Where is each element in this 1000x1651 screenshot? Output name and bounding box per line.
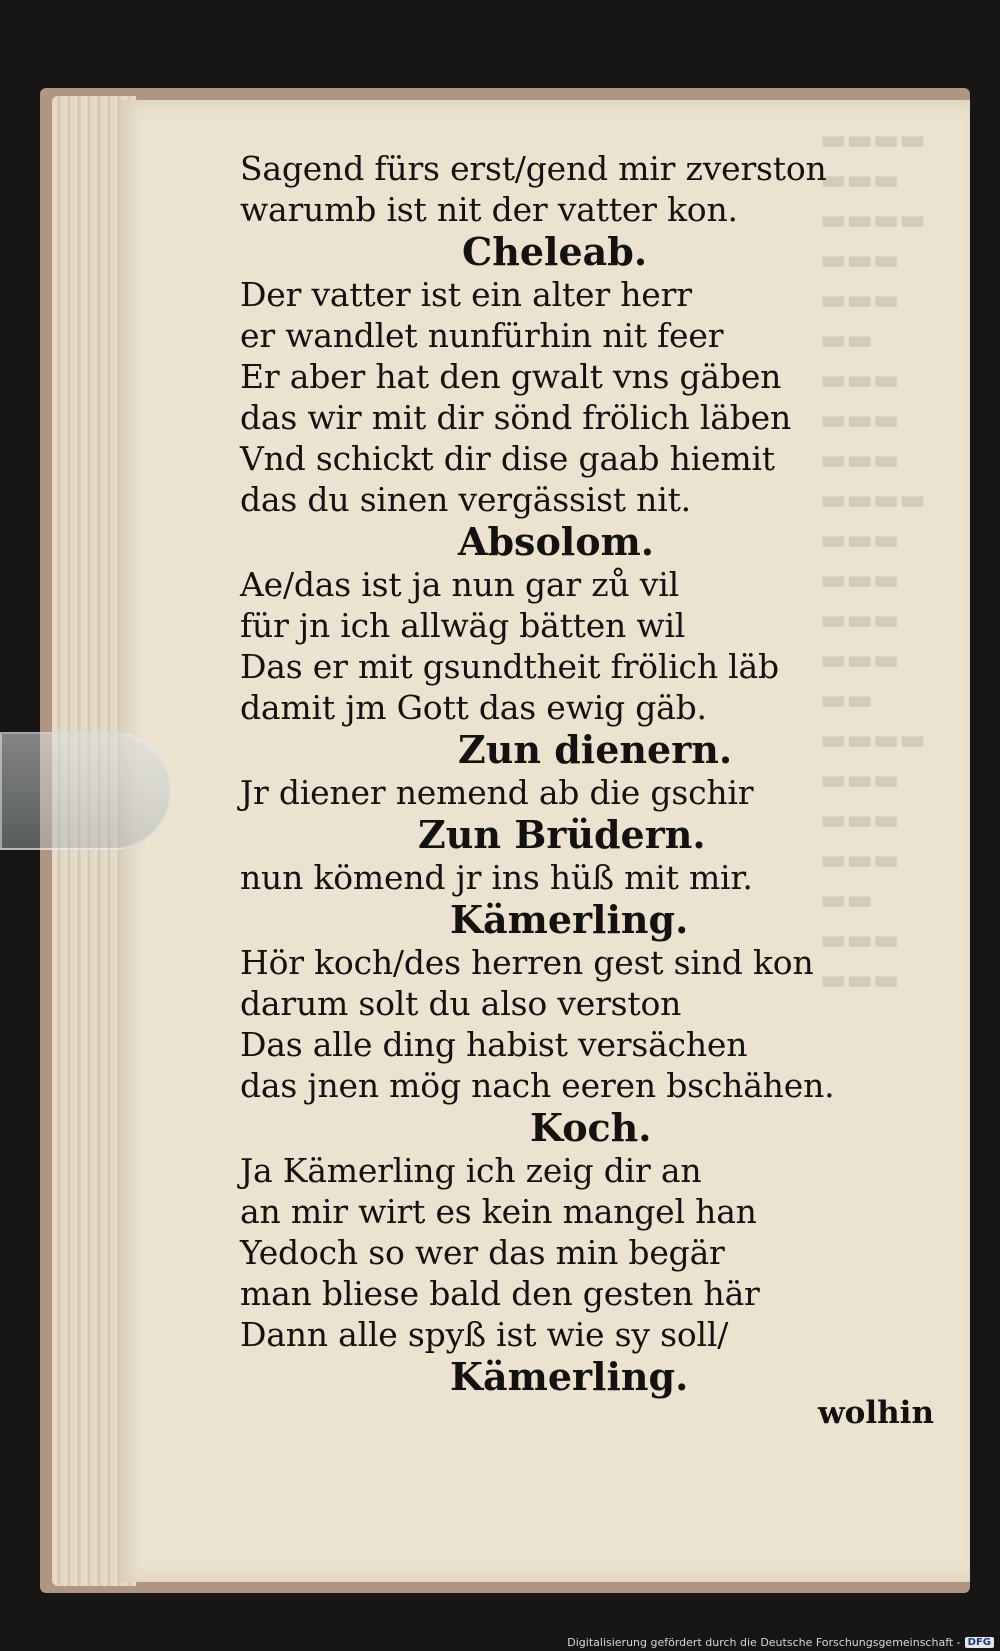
verse-line: das jnen mög nach eeren bschähen. <box>240 1066 835 1105</box>
speaker-heading: Kämerling. <box>450 1354 689 1399</box>
verse-line: nun kömend jr ins hüß mit mir. <box>240 858 753 897</box>
verse-line: Vnd schickt dir dise gaab hiemit <box>240 439 775 478</box>
verse-line: darum solt du also verston <box>240 984 682 1023</box>
verse-line: warumb ist nit der vatter kon. <box>240 190 738 229</box>
speaker-heading: Kämerling. <box>450 897 689 942</box>
verse-line: Das er mit gsundtheit frölich läb <box>240 647 779 686</box>
verse-line: Sagend fürs erst/gend mir zverston <box>240 149 827 188</box>
verse-line: Hör koch/des herren gest sind kon <box>240 943 814 982</box>
page-clip <box>0 732 172 850</box>
speaker-heading: Zun dienern. <box>458 727 733 772</box>
verse-line: an mir wirt es kein mangel han <box>240 1192 757 1231</box>
verse-line: man bliese bald den gesten här <box>240 1274 760 1313</box>
verse-line: Yedoch so wer das min begär <box>240 1233 725 1272</box>
verse-line: für jn ich allwäg bätten wil <box>240 606 686 645</box>
catchword: wolhin <box>818 1395 934 1431</box>
speaker-heading: Cheleab. <box>462 229 648 274</box>
speaker-heading: Zun Brüdern. <box>418 812 706 857</box>
verse-line: Ae/das ist ja nun gar zů vil <box>240 565 679 604</box>
speaker-heading: Koch. <box>530 1105 652 1150</box>
dfg-logo: DFG <box>965 1637 994 1648</box>
verse-text-block <box>240 148 880 1399</box>
verse-line: er wandlet nunfürhin nit feer <box>240 316 724 355</box>
verse-line: das wir mit dir sönd frölich läben <box>240 398 792 437</box>
verse-line: Er aber hat den gwalt vns gäben <box>240 357 782 396</box>
verse-line: Der vatter ist ein alter herr <box>240 275 692 314</box>
show-through-text: ▬▬▬▬ ▬▬▬ ▬▬▬▬ ▬▬▬ ▬▬▬ ▬▬ ▬▬▬ ▬▬▬ ▬▬▬ ▬▬▬▬ ▬▬▬ ▬▬▬ ▬▬▬ ▬▬▬ ▬▬ ▬▬▬▬ ▬▬▬ ▬▬▬ ▬▬▬ ▬▬ ▬▬▬ ▬▬▬ <box>820 123 926 996</box>
verse-line: Ja Kämerling ich zeig dir an <box>240 1151 702 1190</box>
verse-line: das du sinen vergässist nit. <box>240 480 691 519</box>
verse-line: Dann alle spyß ist wie sy soll/ <box>240 1315 729 1354</box>
footer-credit-text: Digitalisierung gefördert durch die Deutsche Forschungsgemeinschaft - <box>567 1636 961 1649</box>
footer-credit <box>567 1636 994 1649</box>
verse-line: damit jm Gott das ewig gäb. <box>240 688 707 727</box>
verse-line: Jr diener nemend ab die gschir <box>240 773 754 812</box>
verse-line: Das alle ding habist versächen <box>240 1025 748 1064</box>
speaker-heading: Absolom. <box>458 519 655 564</box>
